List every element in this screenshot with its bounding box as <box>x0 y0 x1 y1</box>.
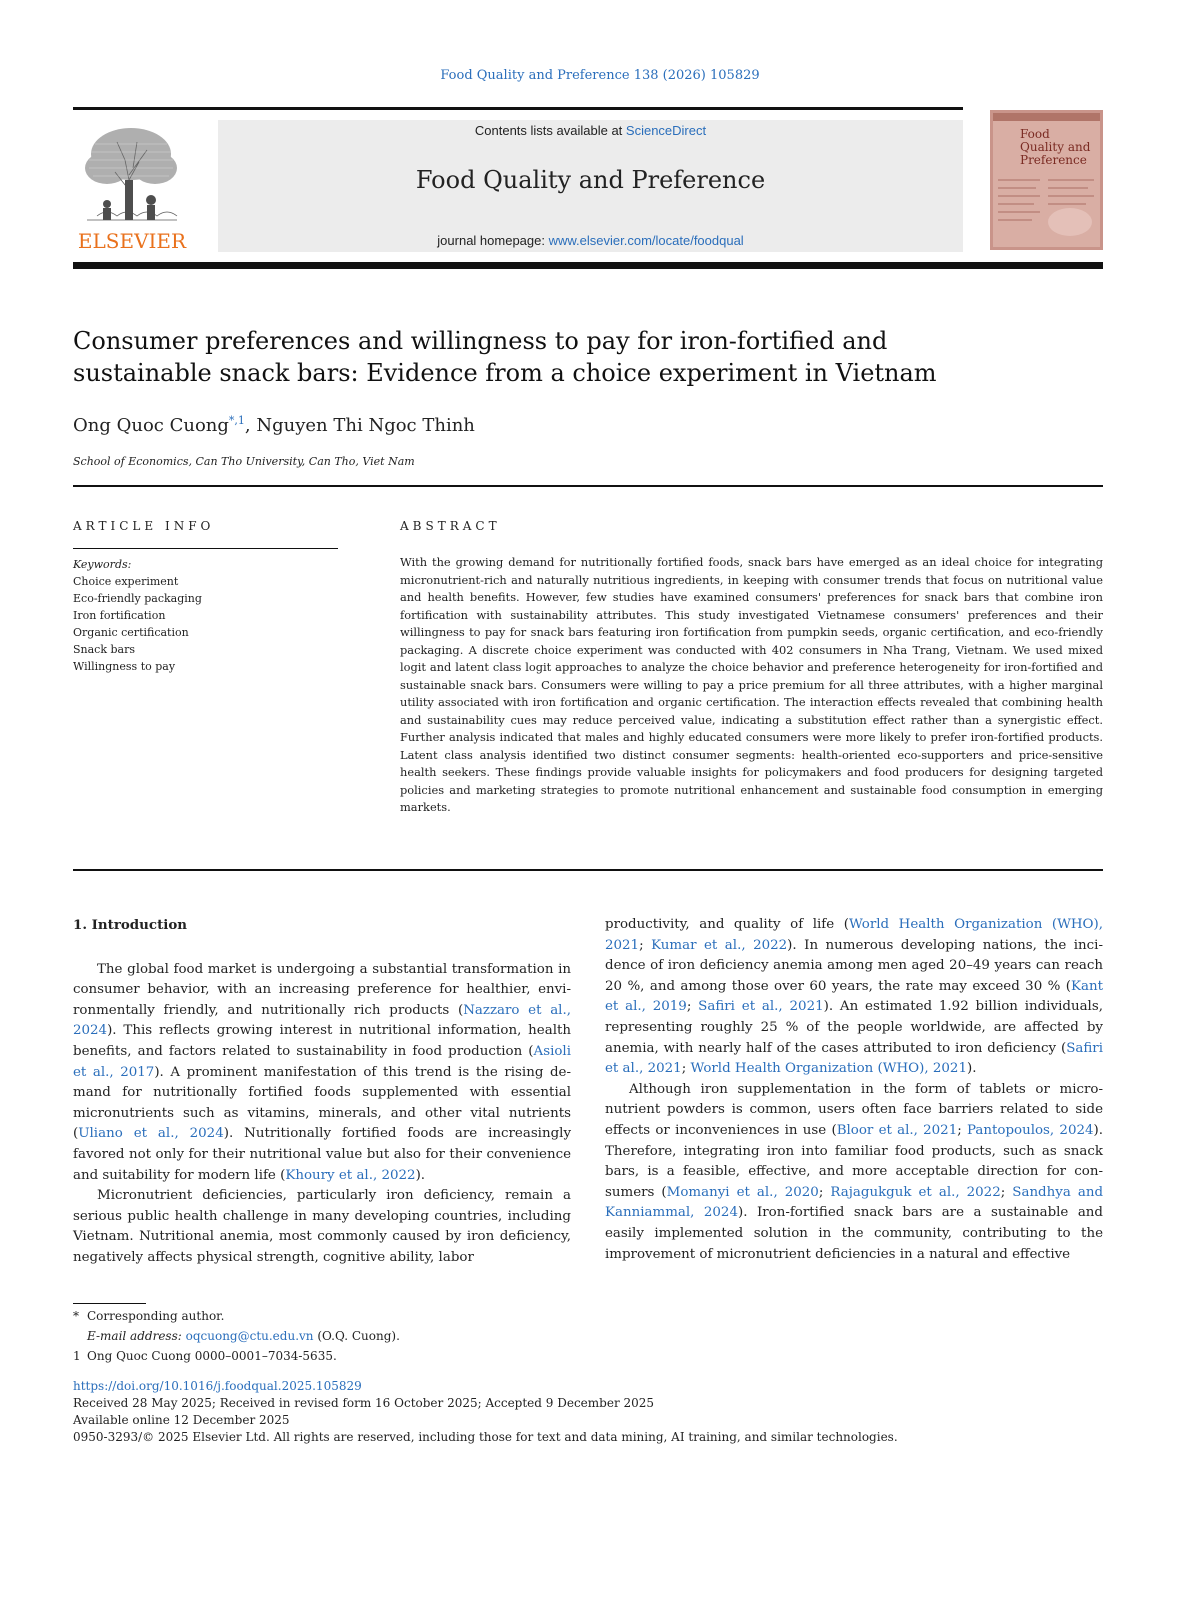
header-bottom-rule <box>73 262 1103 269</box>
citation-link[interactable]: Rajagukguk et al., 2022 <box>830 1184 1001 1200</box>
sciencedirect-link[interactable]: ScienceDirect <box>625 123 707 138</box>
paragraph-text: ). An estimated 1.92 billion individuals, representing roughly 25 % of the people worldwide, are affected by anemia, with nearly half of the cases attributed to iron deficiency ( <box>605 999 1103 1056</box>
author-2[interactable]: Nguyen Thi Ngoc Thinh <box>256 415 475 436</box>
citation-link[interactable]: World Health Organization (WHO), 2021 <box>690 1061 967 1077</box>
journal-title: Food Quality and Preference <box>415 166 766 194</box>
citation-link[interactable]: Kumar et al., 2022 <box>651 937 788 953</box>
author-separator: , <box>244 415 257 436</box>
cover-title-3: Preference <box>1020 153 1087 167</box>
copyright: 0950-3293/© 2025 Elsevier Ltd. All rights are reserved, including those for text and data mining, AI training, and similar technologies. <box>73 1430 898 1444</box>
available-online: Available online 12 December 2025 <box>73 1413 290 1427</box>
paragraph-text: ; <box>957 1122 967 1138</box>
author-1[interactable]: Ong Quoc Cuong <box>73 415 229 436</box>
authors <box>73 414 475 436</box>
cover-title-2: Quality and <box>1020 140 1091 154</box>
footnote-rule <box>73 1303 146 1304</box>
paragraph-text: ). In numerous developing nations, the inci-dence of iron deficiency anemia among men aged 20–49 years can reach 20 %, and among those over 60 years, the rate may exceed 30 % ( <box>605 937 1103 994</box>
paragraph <box>605 1080 1103 1265</box>
elsevier-logo <box>67 120 197 252</box>
article-title-line-2: sustainable snack bars: Evidence from a choice experiment in Vietnam <box>73 359 937 387</box>
footnote-email <box>73 1326 773 1346</box>
paragraph-text: ; <box>818 1184 831 1200</box>
keyword: Iron fortification <box>73 609 166 622</box>
elsevier-wordmark: ELSEVIER <box>77 229 187 252</box>
body-column-right <box>605 915 1103 1265</box>
keyword: Willingness to pay <box>73 660 176 673</box>
received-dates: Received 28 May 2025; Received in revised form 16 October 2025; Accepted 9 December 2025 <box>73 1396 655 1410</box>
paragraph-text: The global food market is undergoing a substantial transformation in consumer behavior, with an increasing preference for healthier, envi-ronmentally friendly, and nutritionally rich products ( <box>73 961 571 1018</box>
paragraph-text: ). Therefore, integrating iron into familiar food products, such as snack bars, is a feasible, effective, and more acceptable direction for con-sumers ( <box>605 1122 1103 1200</box>
paragraph-text: ). Nutritionally fortified foods are increasingly favored not only for their nutritional value but also for their convenience and suitability for modern life ( <box>73 1126 572 1183</box>
citation-link[interactable]: Sandhya and Kanniammal, 2024 <box>605 1184 1104 1221</box>
paragraph <box>73 960 571 1187</box>
section-heading-introduction: 1. Introduction <box>73 917 188 933</box>
footnote-corresponding <box>73 1306 773 1326</box>
journal-homepage-link[interactable]: www.elsevier.com/locate/foodqual <box>548 233 744 248</box>
paragraph-text: ; <box>686 999 699 1015</box>
body-column-left <box>73 915 571 1269</box>
paragraph-text: ; <box>639 937 652 953</box>
cover-title-1: Food <box>1020 127 1050 141</box>
doi-link[interactable]: https://doi.org/10.1016/j.foodqual.2025.105829 <box>73 1379 362 1393</box>
homepage-line <box>218 233 963 248</box>
abstract-heading: ABSTRACT <box>400 519 501 533</box>
footnote-mark: 1 <box>73 1349 81 1363</box>
contents-prefix: Contents lists available at <box>474 123 626 138</box>
citation-link[interactable]: World Health Organization (WHO), 2021 <box>605 917 1103 953</box>
email-suffix: (O.Q. Cuong). <box>313 1329 400 1343</box>
article-title-line-1: Consumer preferences and willingness to pay for iron-fortified and <box>73 327 888 355</box>
keyword: Choice experiment <box>73 575 179 588</box>
footnote-text: Corresponding author. <box>87 1309 225 1323</box>
paragraph-text: Micronutrient deficiencies, particularly iron deficiency, remain a serious public health challenge in many developing countries, including Vietnam. Nutritional anemia, most commonly caused by iron deficiency, negatively affects physical strength, cognitive ability, labor <box>73 1188 571 1265</box>
abstract-rule <box>73 869 1103 871</box>
paragraph-text: Although iron supplementation in the form of tablets or micro-nutrient powders is common, users often face barriers related to side effects or inconveniences in use ( <box>605 1081 1103 1138</box>
contents-line <box>218 123 963 138</box>
footnotes <box>73 1306 773 1366</box>
citation-link[interactable]: Safiri et al., 2021 <box>698 999 824 1015</box>
affiliation: School of Economics, Can Tho University, Can Tho, Viet Nam <box>73 455 415 468</box>
abstract-text: With the growing demand for nutritionally fortified foods, snack bars have emerged as an ideal choice for integrating micronutrient-rich and naturally nutritious ingredients, in keeping with consumer trends that focus on nutritional value and health benefits. However, few studies have examined consumers' preferences for snack bars that combine iron fortification with sustainability attributes. This study investigated Vietnamese consumers' preferences and their willingness to pay for snack bars featuring iron fortification from pumpkin seeds, organic certification, and eco-friendly packaging. A discrete choice experiment was conducted with 402 consumers in Nha Trang, Vietnam. We used mixed logit and latent class logit approaches to analyze the choice behavior and preference heterogeneity for iron-fortified and sustainable snack bars. Consumers were willing to pay a price premium for all three attributes, with a higher marginal utility associated with iron fortification and organic certification. The interaction effects revealed that combining health and sustainability cues may reduce perceived value, indicating a substitution effect rather than a synergistic effect. Further analysis indicated that males and highly educated consumers were more likely to prefer iron-fortified products. Latent class analysis identified two distinct consumer segments: health-oriented eco-supporters and price-sensitive health seekers. These findings provide valuable insights for policymakers and food producers for designing targeted policies and marketing strategies to promote nutritional enhancement and sustainable food consumption in emerging markets. <box>400 555 1103 814</box>
citation-link[interactable]: Khoury et al., 2022 <box>285 1167 416 1183</box>
article-info-rule <box>73 548 338 549</box>
journal-cover-thumbnail[interactable] <box>990 110 1103 250</box>
keyword: Snack bars <box>73 643 136 656</box>
article-info-heading: ARTICLE INFO <box>73 519 215 533</box>
keywords-list <box>73 556 353 675</box>
citation-link[interactable]: Asioli et al., 2017 <box>73 1043 571 1080</box>
citation-link[interactable]: Kant et al., 2019 <box>605 978 1103 1015</box>
email-link[interactable]: oqcuong@ctu.edu.vn <box>185 1329 314 1343</box>
paragraph <box>73 1186 571 1268</box>
paragraph-text: ). This reflects growing interest in nutritional information, health benefits, and factors related to sustainability in food production ( <box>73 1023 571 1059</box>
paragraph-text: ). Iron-fortified snack bars are a sustainable and easily implemented solution in the community, contributing to the improvement of micronutrient deficiencies in a natural and effective <box>605 1205 1103 1262</box>
citation-link[interactable]: Pantopoulos, 2024 <box>967 1122 1094 1138</box>
journal-citation[interactable]: Food Quality and Preference 138 (2026) 105829 <box>440 68 760 83</box>
article-title <box>73 325 1073 389</box>
paragraph-text: ). <box>415 1167 426 1183</box>
paragraph <box>605 915 1103 1080</box>
paragraph-text: ; <box>1000 1184 1013 1200</box>
citation-link[interactable]: Uliano et al., 2024 <box>78 1126 224 1142</box>
keyword: Eco-friendly packaging <box>73 592 202 605</box>
author-1-marks[interactable]: *,1 <box>228 414 245 427</box>
footnote-mark: * <box>73 1309 79 1323</box>
citation-link[interactable]: Nazzaro et al., 2024 <box>73 1002 571 1039</box>
homepage-prefix: journal homepage: <box>437 233 549 248</box>
elsevier-tree-icon <box>67 120 197 252</box>
paragraph-text: ). A prominent manifestation of this trend is the rising de-mand for nutritionally fortified foods supplemented with essential micronutrients such as vitamins, minerals, and other vital nutrients ( <box>73 1064 571 1142</box>
publication-info <box>73 1378 1103 1446</box>
footnote-text: Ong Quoc Cuong 0000–0001–7034-5635. <box>87 1349 337 1363</box>
email-label: E-mail address: <box>87 1329 182 1343</box>
citation-link[interactable]: Momanyi et al., 2020 <box>666 1184 819 1200</box>
paragraph-text: ). <box>966 1061 977 1077</box>
paragraph-text: productivity, and quality of life ( <box>605 917 849 932</box>
header-top-rule <box>73 107 963 110</box>
citation-link[interactable]: Safiri et al., 2021 <box>605 1040 1103 1077</box>
footnote-orcid <box>73 1346 773 1366</box>
citation-link[interactable]: Bloor et al., 2021 <box>836 1122 958 1138</box>
title-rule <box>73 485 1103 487</box>
paragraph-text: ; <box>681 1061 691 1077</box>
keywords-label: Keywords: <box>73 558 132 571</box>
keyword: Organic certification <box>73 626 189 639</box>
